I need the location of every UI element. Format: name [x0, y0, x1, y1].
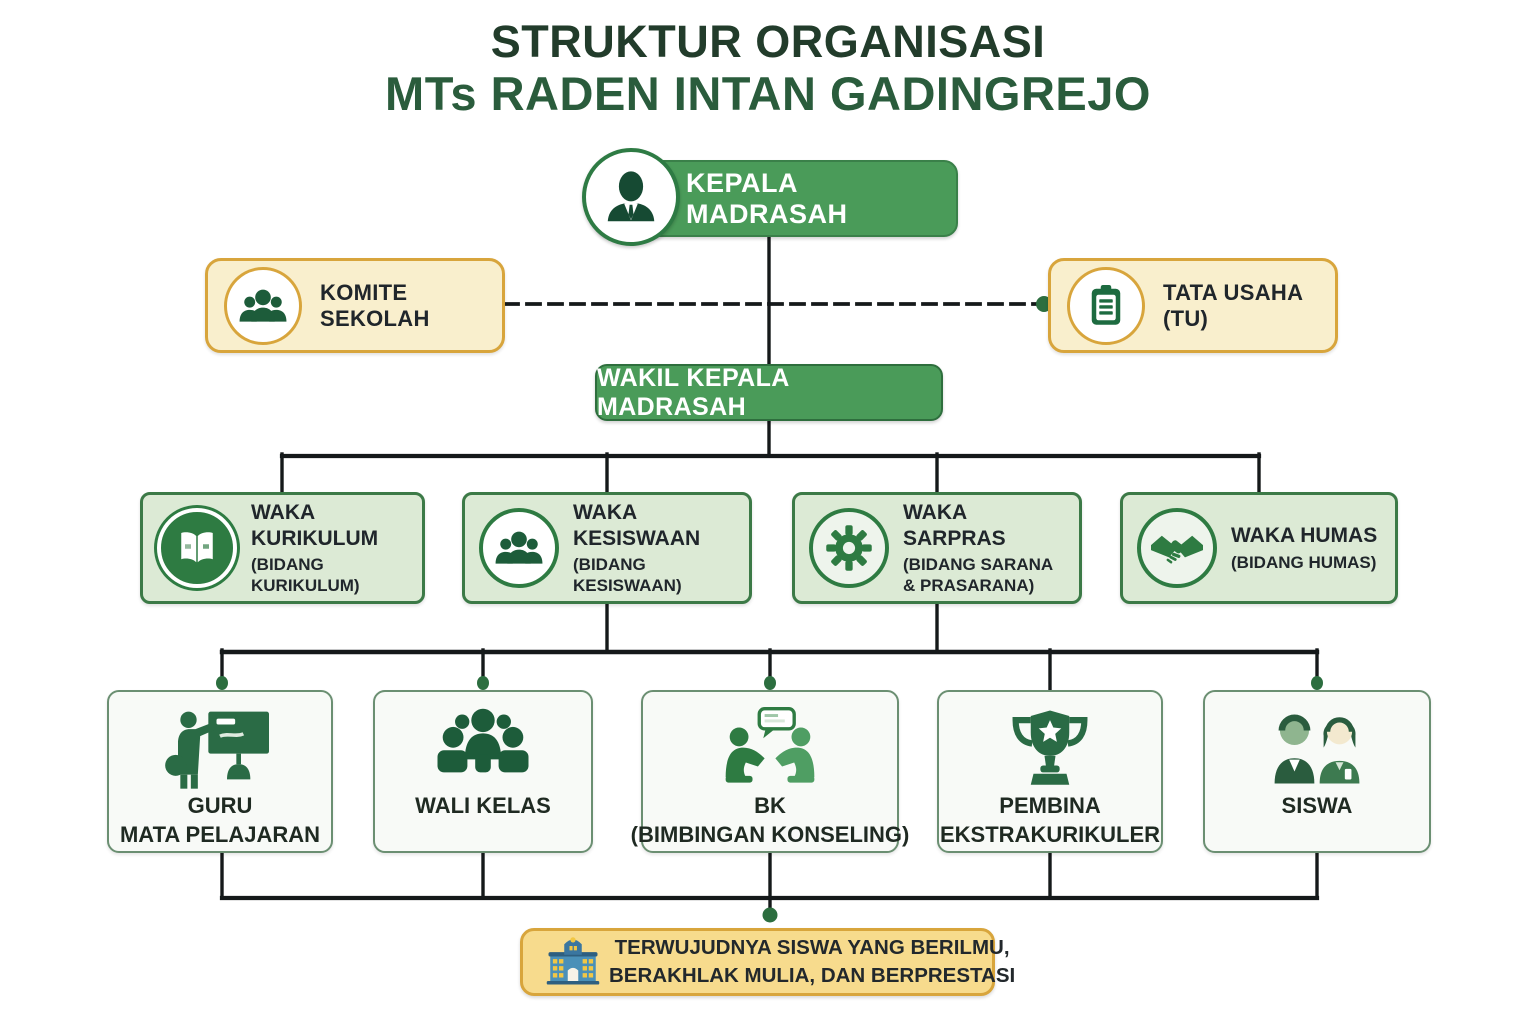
gear-icon — [823, 522, 875, 574]
wali-kelas-label: WALI KELAS — [415, 793, 551, 818]
node-waka-sarpras — [792, 492, 1082, 604]
vision-text-line2: BERAKHLAK MULIA, DAN BERPRESTASI — [609, 964, 1016, 987]
node-vision — [520, 928, 1016, 996]
node-komite-sekolah — [205, 258, 505, 353]
waka-kurikulum-subtitle: (BIDANG KURIKULUM) — [251, 555, 360, 596]
pembina-label-line2: EKSTRAKURIKULER — [940, 821, 1160, 847]
siswa-label: SISWA — [1281, 793, 1353, 818]
kepala-label: KEPALA MADRASAH — [686, 167, 848, 229]
node-bk — [630, 690, 910, 853]
pembina-label-line1: PEMBINA — [999, 793, 1101, 818]
tata-usaha-label: TATA USAHA (TU) — [1163, 279, 1303, 331]
bk-label-line1: BK — [754, 793, 786, 818]
node-waka-kurikulum — [140, 492, 425, 604]
page-title-line2: MTs RADEN INTAN GADINGREJO — [385, 67, 1151, 120]
open-book-icon — [173, 524, 221, 572]
node-waka-kesiswaan — [462, 492, 752, 604]
trophy-icon — [1004, 705, 1096, 793]
waka-sarpras-title: WAKA SARPRAS — [903, 500, 1006, 550]
waka-humas-title: WAKA HUMAS — [1231, 524, 1378, 548]
clipboard-icon — [1082, 282, 1130, 330]
wakil-label: WAKIL KEPALA MADRASAH — [597, 363, 789, 421]
waka-kesiswaan-icon-circle — [479, 508, 559, 588]
guru-label-line2: MATA PELAJARAN — [119, 821, 321, 847]
people-group-icon — [238, 281, 288, 331]
waka-humas-icon-circle — [1137, 508, 1217, 588]
waka-sarpras-icon-circle — [809, 508, 889, 588]
node-siswa — [1203, 690, 1431, 853]
school-building-icon — [545, 932, 601, 988]
node-wali-kelas — [373, 690, 593, 853]
vision-text-line1: TERWUJUDNYA SISWA YANG BERILMU, — [614, 936, 1010, 960]
guru-label-line1: GURU — [187, 793, 253, 818]
node-wakil-kepala — [595, 364, 943, 421]
waka-sarpras-subtitle: (BIDANG SARANA & PRASARANA) — [903, 555, 1053, 596]
waka-kurikulum-icon-circle — [157, 508, 237, 588]
page-title-line1: STRUKTUR ORGANISASI — [490, 16, 1046, 67]
people-group-icon — [494, 523, 544, 573]
node-guru-mata-pelajaran — [107, 690, 333, 853]
students-icon — [1264, 706, 1370, 792]
node-pembina-ekstrakurikuler — [937, 690, 1163, 853]
komite-icon-circle — [224, 267, 302, 345]
waka-humas-subtitle: (BIDANG HUMAS) — [1231, 552, 1377, 572]
teacher-board-icon — [161, 707, 279, 791]
waka-kesiswaan-subtitle: (BIDANG KESISWAAN) — [573, 555, 682, 596]
handshake-icon — [1151, 529, 1203, 567]
tata-usaha-icon-circle — [1067, 267, 1145, 345]
class-crowd-icon — [431, 707, 535, 791]
bk-label-line2: (BIMBINGAN KONSELING) — [630, 821, 910, 847]
waka-kesiswaan-title: WAKA KESISWAAN — [573, 500, 701, 550]
komite-label: KOMITE SEKOLAH — [320, 279, 430, 331]
node-waka-humas — [1120, 492, 1398, 604]
waka-kurikulum-title: WAKA KURIKULUM — [251, 500, 379, 550]
node-tata-usaha — [1048, 258, 1338, 353]
counseling-icon — [715, 706, 825, 792]
kepala-icon-circle — [582, 148, 680, 246]
person-icon — [600, 166, 662, 228]
